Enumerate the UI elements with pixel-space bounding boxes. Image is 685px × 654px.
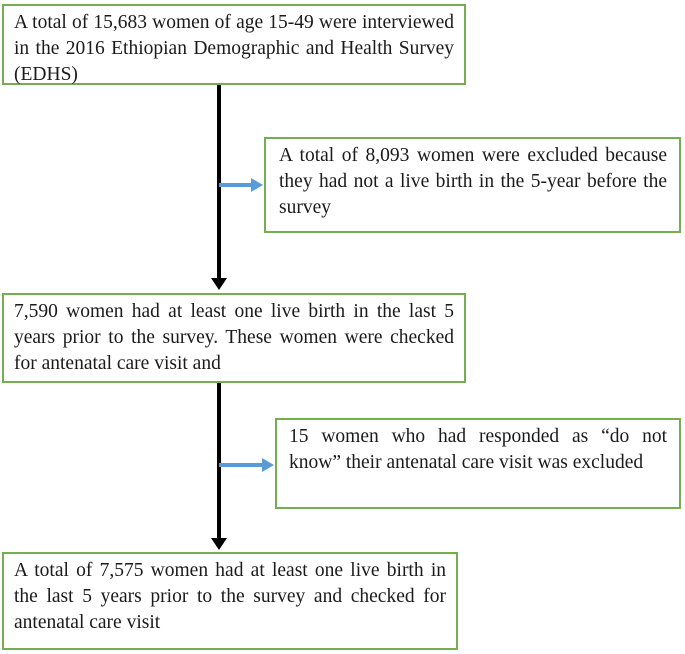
exclusion-arrow-2 [219,463,263,467]
flow-arrow-down-1 [217,85,221,279]
flow-box-excluded-do-not-know: 15 women who had responded as “do not know” their antenatal care visit was excluded [275,418,681,509]
exclusion-arrow-1 [219,183,252,187]
flow-box-live-birth-checked: 7,590 women had at least one live birth in the last 5 years prior to the survey. These women were checked for antenatal care visit and [2,293,466,383]
flow-box-interviewed-total: A total of 15,683 women of age 15-49 were interviewed in the 2016 Ethiopian Demographic and Health Survey (EDHS) [2,4,466,85]
flow-box-excluded-no-live-birth: A total of 8,093 women were excluded because they had not a live birth in the 5-year before the survey [264,137,681,233]
flow-box-final-sample: A total of 7,575 women had at least one live birth in the last 5 years prior to the survey and checked for antenatal care visit [2,552,458,650]
flow-arrow-down-2 [217,383,221,539]
